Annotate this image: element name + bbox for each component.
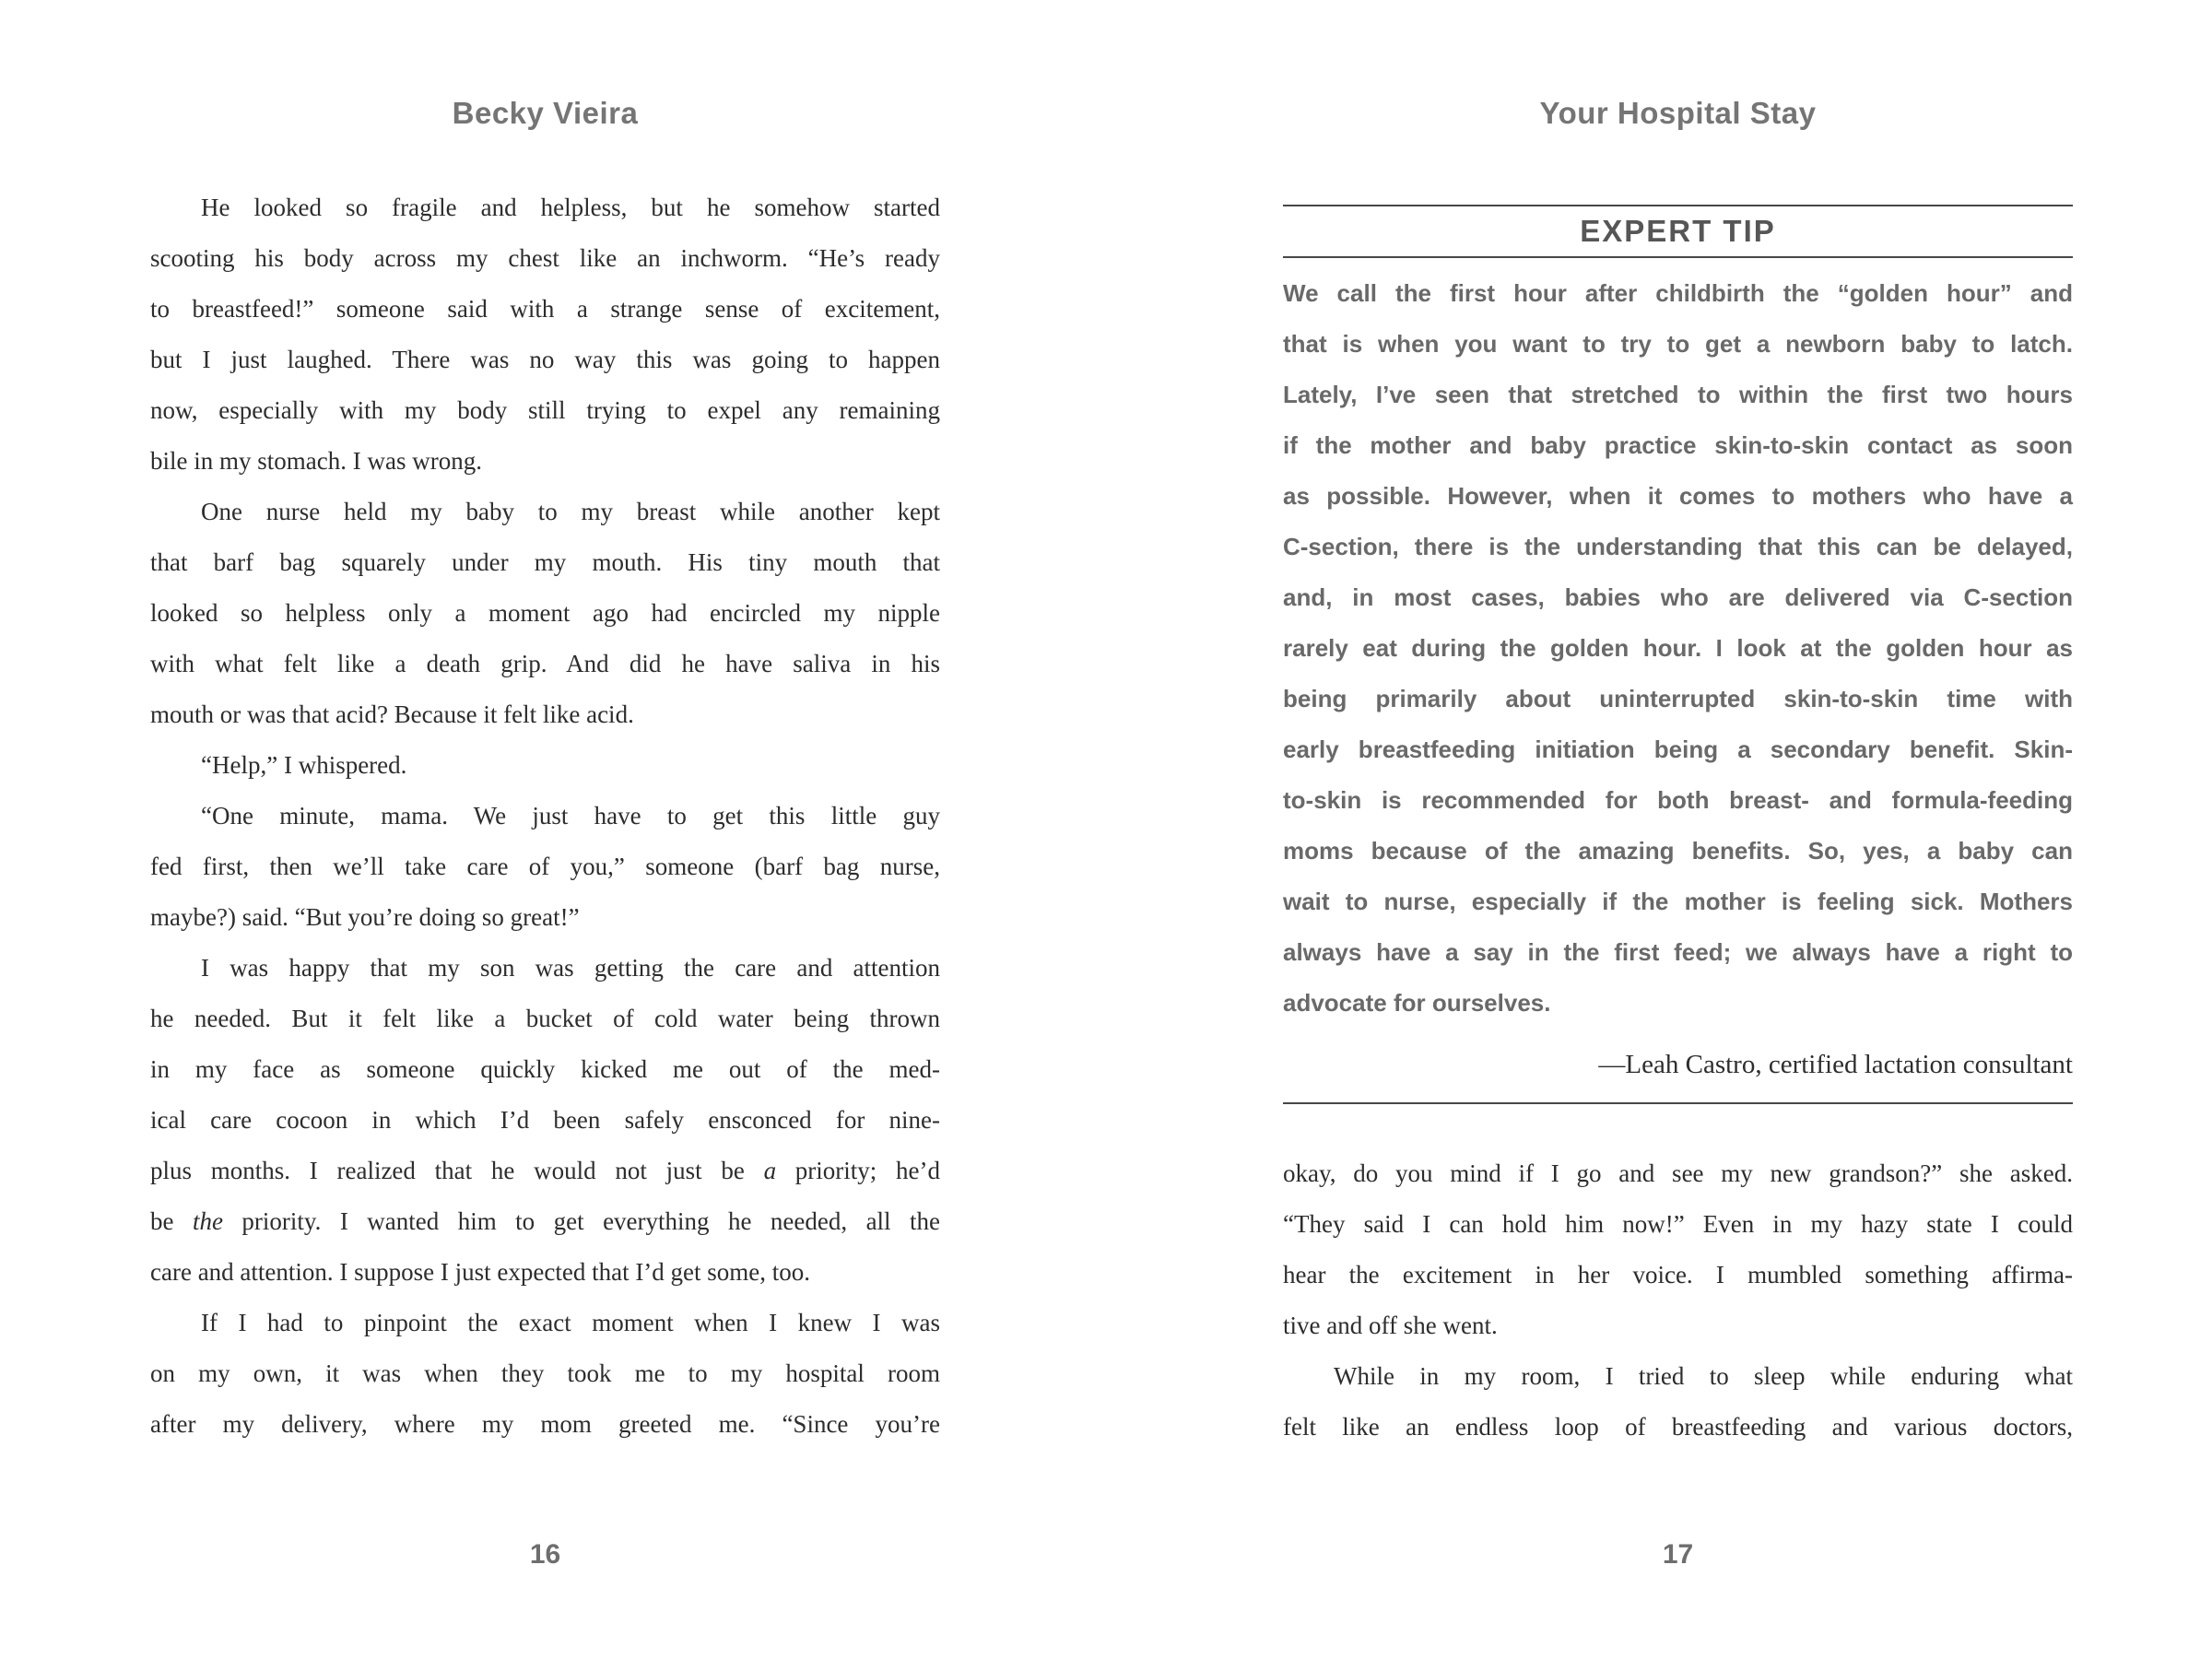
tip-line: We call the first hour after childbirth the “golden hour” and [1283, 279, 2073, 307]
tip-line: and, in most cases, babies who are delivered via C-section [1283, 583, 2073, 611]
running-head-chapter: Your Hospital Stay [1539, 96, 1817, 130]
tip-line: that is when you want to try to get a newborn baby to latch. [1283, 330, 2073, 358]
tip-line: as possible. However, when it comes to mothers who have a [1283, 482, 2073, 510]
text-line [150, 1196, 940, 1247]
page-right [1283, 0, 2073, 1659]
text-segment: priority; he’d [776, 1157, 941, 1184]
text-line: He looked so fragile and helpless, but he somehow started [201, 194, 940, 221]
text-line: care and attention. I suppose I just expected that I’d get some, too. [150, 1258, 811, 1286]
text-line: now, especially with my body still trying to expel any remaining [150, 396, 940, 424]
page-left [150, 0, 940, 1659]
text-line: fed first, then we’ll take care of you,” someone (barf bag nurse, [150, 853, 940, 880]
page-number-left: 16 [529, 1539, 561, 1570]
text-line: in my face as someone quickly kicked me out of the med- [150, 1055, 940, 1083]
italic-word: a [763, 1157, 777, 1184]
text-line: felt like an endless loop of breastfeeding and various doctors, [1283, 1413, 2073, 1441]
text-segment: priority. I wanted him to get everything he needed, all the [222, 1207, 941, 1235]
paragraph [150, 1298, 940, 1450]
text-line: with what felt like a death grip. And did he have saliva in his [150, 650, 940, 677]
tip-line: C-section, there is the understanding that this can be delayed, [1283, 533, 2073, 560]
paragraph [150, 791, 940, 943]
text-line: okay, do you mind if I go and see my new grandson?” she asked. [1283, 1159, 2073, 1187]
paragraph [1283, 1148, 2073, 1351]
running-head-author: Becky Vieira [452, 96, 639, 130]
expert-tip-body [1283, 268, 2073, 1029]
text-line: to breastfeed!” someone said with a strange sense of excitement, [150, 295, 940, 323]
tip-line: if the mother and baby practice skin-to-skin contact as soon [1283, 431, 2073, 459]
paragraph [1283, 1351, 2073, 1453]
expert-tip-bottom-rule [1283, 1102, 2073, 1104]
page-number-right: 17 [1662, 1539, 1694, 1570]
text-line: mouth or was that acid? Because it felt like acid. [150, 700, 634, 728]
expert-tip-top-rule [1283, 205, 2073, 206]
text-line: “They said I can hold him now!” Even in my hazy state I could [1283, 1210, 2073, 1238]
paragraph [150, 182, 940, 487]
tip-line: wait to nurse, especially if the mother is feeling sick. Mothers [1283, 888, 2073, 915]
left-page-body [150, 182, 940, 1450]
tip-line: to-skin is recommended for both breast- and formula-feeding [1283, 786, 2073, 814]
text-line: that barf bag squarely under my mouth. His tiny mouth that [150, 548, 940, 576]
text-line: While in my room, I tried to sleep while enduring what [1334, 1362, 2073, 1390]
tip-line: being primarily about uninterrupted skin-to-skin time with [1283, 685, 2073, 712]
text-line: looked so helpless only a moment ago had encircled my nipple [150, 599, 940, 627]
text-line: One nurse held my baby to my breast while another kept [201, 498, 940, 525]
text-line: maybe?) said. “But you’re doing so great!” [150, 903, 580, 931]
tip-line: always have a say in the first feed; we always have a right to [1283, 938, 2073, 966]
expert-tip-title: EXPERT TIP [1580, 214, 1776, 248]
text-line: on my own, it was when they took me to my hospital room [150, 1359, 940, 1387]
tip-line: early breastfeeding initiation being a secondary benefit. Skin- [1283, 735, 2073, 763]
tip-line: Lately, I’ve seen that stretched to within the first two hours [1283, 381, 2073, 408]
paragraph [150, 943, 940, 1298]
text-line: scooting his body across my chest like an inchworm. “He’s ready [150, 244, 940, 272]
tip-line: moms because of the amazing benefits. So, yes, a baby can [1283, 837, 2073, 865]
paragraph [150, 740, 940, 791]
text-segment: be [150, 1207, 193, 1235]
text-line: If I had to pinpoint the exact moment when I knew I was [201, 1309, 940, 1336]
tip-line: rarely eat during the golden hour. I look at the golden hour as [1283, 634, 2073, 662]
expert-tip-attribution: —Leah Castro, certified lactation consultant [1598, 1050, 2073, 1079]
expert-tip-divider-rule [1283, 256, 2073, 258]
text-line: tive and off she went. [1283, 1312, 1498, 1339]
text-line: he needed. But it felt like a bucket of cold water being thrown [150, 1005, 940, 1032]
text-line [150, 1146, 940, 1196]
text-line: ical care cocoon in which I’d been safely ensconced for nine- [150, 1106, 940, 1134]
text-line: I was happy that my son was getting the care and attention [201, 954, 940, 982]
italic-word: the [192, 1207, 223, 1235]
text-line: “Help,” I whispered. [201, 751, 407, 779]
tip-line: advocate for ourselves. [1283, 989, 1551, 1017]
text-line: hear the excitement in her voice. I mumbled something affirma- [1283, 1261, 2073, 1288]
right-page-body [1283, 1148, 2073, 1453]
text-line: but I just laughed. There was no way this was going to happen [150, 346, 940, 373]
text-line: bile in my stomach. I was wrong. [150, 447, 482, 475]
text-line: “One minute, mama. We just have to get this little guy [201, 802, 940, 830]
text-line: after my delivery, where my mom greeted me. “Since you’re [150, 1410, 940, 1438]
paragraph [150, 487, 940, 740]
text-segment: plus months. I realized that he would not just be [150, 1157, 764, 1184]
